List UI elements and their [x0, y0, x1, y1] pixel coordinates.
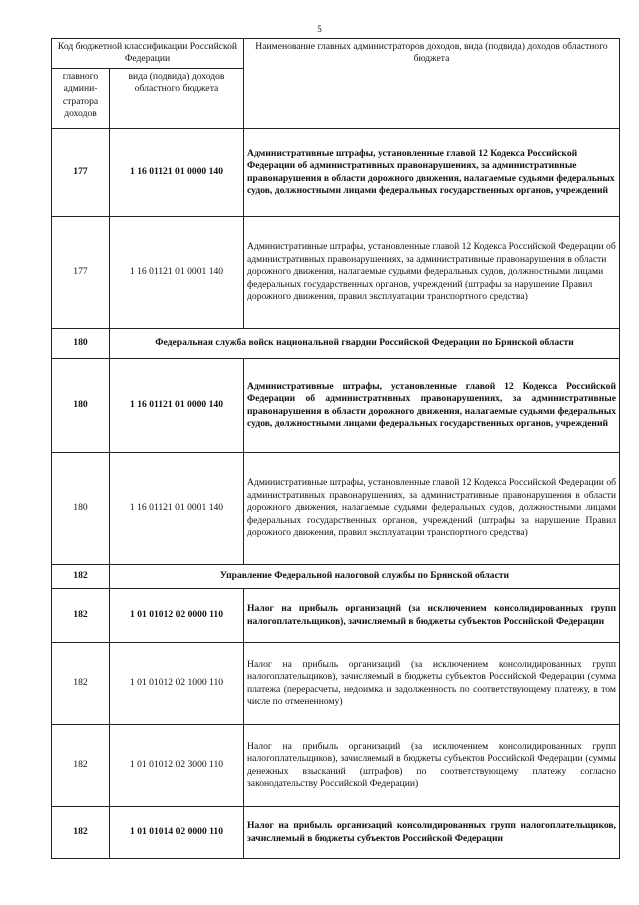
table-row [52, 807, 620, 859]
table-row [52, 589, 620, 643]
description-cell: Административные штрафы, установленные главой 12 Кодекса Российской Федерации об административных правонарушениях, за административные правонарушения в области дорожного движения, налагаемые судьями федеральных судов, должностными лицами федеральных государственных органов, учреждений [244, 359, 620, 453]
table-row [52, 359, 620, 453]
header-code-column: вида (подвида) доходов областного бюджета [110, 69, 244, 129]
table-row [52, 217, 620, 329]
admin-code-cell: 182 [52, 565, 110, 589]
admin-code-cell: 182 [52, 643, 110, 725]
description-cell: Налог на прибыль организаций (за исключением консолидированных групп налогоплательщиков), зачисляемый в бюджеты субъектов Российской Федерации [244, 589, 620, 643]
revenue-code-cell: 1 01 01012 02 3000 110 [110, 725, 244, 807]
revenue-code-cell: 1 16 01121 01 0000 140 [110, 359, 244, 453]
section-row [52, 565, 620, 589]
header-admin-column: главного админи-стратора доходов [52, 69, 110, 129]
description-cell: Административные штрафы, установленные главой 12 Кодекса Российской Федерации об административных правонарушениях, за административные правонарушения в области дорожного движения, налагаемые судьями федеральных судов, должностными лицами федеральных государственных органов, учреждений [244, 129, 620, 217]
description-cell: Административные штрафы, установленные главой 12 Кодекса Российской Федерации об административных правонарушениях, за административные правонарушения в области дорожного движения, налагаемые судьями федеральных судов, должностными лицами федеральных государственных органов, учреждений (штрафы за нарушение Правил дорожного движения, правил эксплуатации транспортного средства) [244, 217, 620, 329]
budget-classification-table [51, 38, 620, 859]
revenue-code-cell: 1 01 01012 02 1000 110 [110, 643, 244, 725]
admin-code-cell: 182 [52, 725, 110, 807]
description-cell: Налог на прибыль организаций (за исключением консолидированных групп налогоплательщиков), зачисляемый в бюджеты субъектов Российской Федерации (сумма платежа (перерасчеты, недоимка и задолженность по соответствующему платежу, в том числе по отмененному) [244, 643, 620, 725]
table-row [52, 725, 620, 807]
table-row [52, 129, 620, 217]
revenue-code-cell: 1 16 01121 01 0001 140 [110, 217, 244, 329]
admin-code-cell: 180 [52, 329, 110, 359]
admin-code-cell: 182 [52, 807, 110, 859]
admin-code-cell: 177 [52, 129, 110, 217]
description-cell: Налог на прибыль организаций (за исключением консолидированных групп налогоплательщиков), зачисляемый в бюджеты субъектов Российской Федерации (суммы денежных взысканий (штрафов) по соответствующему платежу согласно законодательству Российской Федерации) [244, 725, 620, 807]
table-row [52, 453, 620, 565]
revenue-code-cell: 1 16 01121 01 0000 140 [110, 129, 244, 217]
admin-code-cell: 177 [52, 217, 110, 329]
admin-code-cell: 182 [52, 589, 110, 643]
table-row [52, 643, 620, 725]
description-cell: Налог на прибыль организаций консолидированных групп налогоплательщиков, зачисляемый в бюджеты субъектов Российской Федерации [244, 807, 620, 859]
admin-code-cell: 180 [52, 453, 110, 565]
table-header-row [52, 39, 620, 69]
section-title-cell: Федеральная служба войск национальной гвардии Российской Федерации по Брянской области [110, 329, 620, 359]
section-row [52, 329, 620, 359]
section-title-cell: Управление Федеральной налоговой службы по Брянской области [110, 565, 620, 589]
revenue-code-cell: 1 01 01012 02 0000 110 [110, 589, 244, 643]
description-cell: Административные штрафы, установленные главой 12 Кодекса Российской Федерации об административных правонарушениях, за административные правонарушения в области дорожного движения, налагаемые судьями федеральных судов, должностными лицами федеральных государственных органов, учреждений (штрафы за нарушение Правил дорожного движения, правил эксплуатации транспортного средства) [244, 453, 620, 565]
revenue-code-cell: 1 01 01014 02 0000 110 [110, 807, 244, 859]
page-number: 5 [317, 24, 322, 34]
header-group-title: Код бюджетной классификации Российской Федерации [52, 39, 244, 69]
header-name-column: Наименование главных администраторов доходов, вида (подвида) доходов областного бюджета [244, 39, 620, 129]
admin-code-cell: 180 [52, 359, 110, 453]
revenue-code-cell: 1 16 01121 01 0001 140 [110, 453, 244, 565]
